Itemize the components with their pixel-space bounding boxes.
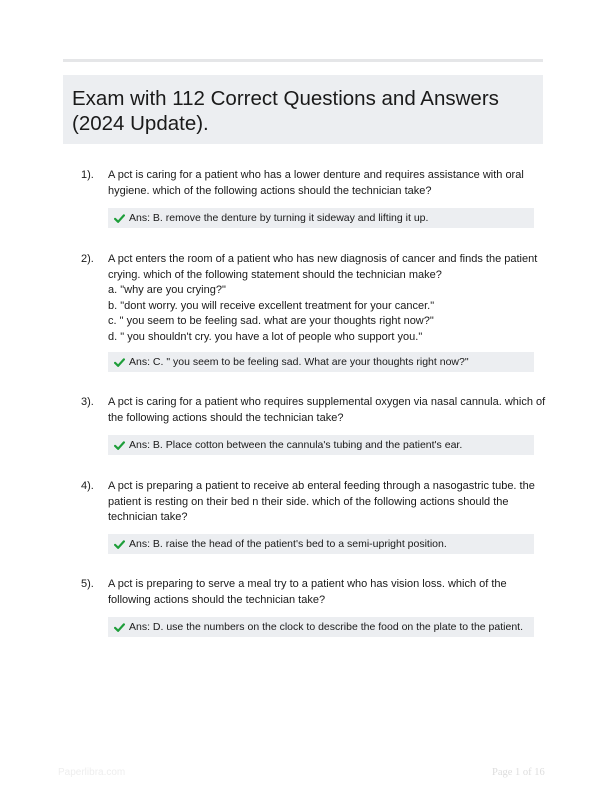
question-line: the following actions should the technician take? [108,411,344,424]
answer-option: a. "why are you crying?" [108,284,226,296]
page-number: Page 1 of 16 [492,767,545,778]
question-line: A pct enters the room of a patient who has new diagnosis of cancer and finds the patient [108,253,538,265]
check-icon [114,539,125,550]
question-line: A pct is preparing to serve a meal try to a patient who has vision loss. which of the [108,578,507,590]
answer-box [108,435,534,455]
answer-text: Ans: B. Place cotton between the cannula's tubing and the patient's ear. [129,439,463,451]
answer-text: Ans: C. " you seem to be feeling sad. What are your thoughts right now?" [129,356,469,368]
answer-text: Ans: D. use the numbers on the clock to describe the food on the plate to the patient. [129,621,523,633]
answer-option: b. "dont worry. you will receive excellent treatment for your cancer." [108,299,435,312]
check-icon [114,440,125,451]
top-divider [63,59,543,62]
answer-option: c. " you seem to be feeling sad. what are your thoughts right now?" [108,315,434,327]
question-line: patient is resting on their bed n their side. which of the following actions should the [108,495,509,508]
question-line: technician take? [108,511,188,523]
title-banner [63,75,543,144]
answer-text: Ans: B. remove the denture by turning it sideway and lifting it up. [129,212,429,224]
question-number: 3). [81,396,94,408]
question-text [108,168,538,199]
question-line: crying. which of the following statement should the technician make? [108,268,442,281]
footer-site-watermark: Paperlibra.com [58,767,126,778]
answer-box [108,534,534,554]
question-number: 1). [81,169,94,181]
check-icon [114,213,125,224]
question-line: A pct is preparing a patient to receive ab enteral feeding through a nasogastric tube. the [108,480,535,492]
question-text [108,395,546,426]
question-number: 4). [81,480,94,492]
title-line-2: (2024 Update). [72,112,209,135]
answer-box [108,617,534,637]
title-line-1: Exam with 112 Correct Questions and Answers [72,87,499,110]
check-icon [114,622,125,633]
question-line: hygiene. which of the following actions should the technician take? [108,184,432,197]
question-line: A pct is caring for a patient who has a lower denture and requires assistance with oral [108,169,524,181]
answer-box [108,208,534,228]
question-text [108,479,538,526]
question-number: 2). [81,253,94,265]
answer-text: Ans: B. raise the head of the patient's bed to a semi-upright position. [129,538,447,550]
question-text [108,252,538,345]
page-title [72,86,533,136]
question-number: 5). [81,578,94,590]
answer-box [108,352,534,372]
answer-option: d. " you shouldn't cry. you have a lot of people who support you." [108,330,423,343]
question-line: following actions should the technician take? [108,593,326,606]
question-text [108,577,538,608]
question-line: A pct is caring for a patient who requires supplemental oxygen via nasal cannula. which of [108,396,546,408]
check-icon [114,357,125,368]
